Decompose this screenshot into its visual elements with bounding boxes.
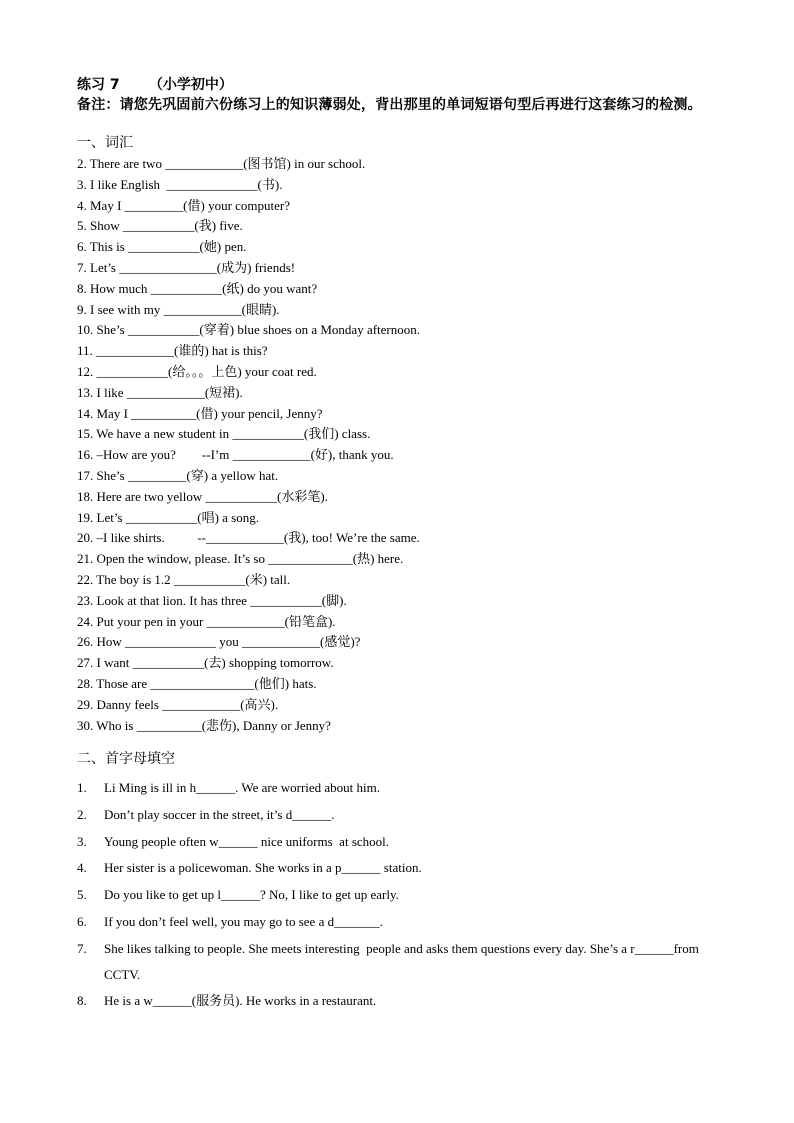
vocabulary-item: 22. The boy is 1.2 ___________(米) tall. [77, 571, 291, 587]
item-number: 6. [77, 913, 87, 929]
item-number: 7. [77, 940, 87, 956]
vocabulary-item: 7. Let’s _______________(成为) friends! [77, 259, 296, 275]
vocabulary-item: 2. There are two ____________(图书馆) in our school. [77, 156, 366, 171]
fill-item [77, 909, 722, 936]
vocabulary-item: 6. This is ___________(她) pen. [77, 239, 247, 255]
item-text: Do you like to get up l______? No, I like to get up early. [104, 887, 399, 903]
vocabulary-item: 30. Who is __________(悲伤), Danny or Jenny? [77, 717, 331, 733]
fill-item [77, 988, 722, 1015]
vocabulary-item: 17. She’s _________(穿) a yellow hat. [77, 467, 279, 483]
item-number: 4. [77, 860, 87, 876]
vocabulary-item: 13. I like ____________(短裙). [77, 384, 243, 400]
vocabulary-item: 5. Show ___________(我) five. [77, 218, 243, 234]
item-text: Li Ming is ill in h______. We are worried about him. [104, 780, 381, 796]
vocabulary-item: 10. She’s ___________(穿着) blue shoes on a Monday afternoon. [77, 322, 421, 338]
vocabulary-item: 16. –How are you? --I’m ____________(好), thank you. [77, 447, 394, 463]
vocabulary-item: 14. May I __________(借) your pencil, Jenny? [77, 405, 323, 421]
item-number: 1. [77, 780, 87, 796]
fill-item [77, 775, 722, 802]
vocabulary-item: 23. Look at that lion. It has three ___________(脚). [77, 592, 347, 608]
vocabulary-item: 28. Those are ________________(他们) hats. [77, 675, 317, 691]
item-text: He is a w______(服务员). He works in a restaurant. [104, 992, 377, 1008]
vocabulary-item: 20. –I like shirts. --____________(我), too! We’re the same. [77, 530, 420, 546]
vocabulary-item: 29. Danny feels ____________(高兴). [77, 696, 279, 712]
vocabulary-item: 11. ____________(谁的) hat is this? [77, 343, 268, 359]
item-number: 2. [77, 807, 87, 823]
vocabulary-item: 9. I see with my ____________(眼睛). [77, 301, 280, 317]
section-vocabulary-heading: 一、词汇 [77, 135, 133, 151]
item-text: If you don’t feel well, you may go to see a d_______. [104, 913, 383, 929]
worksheet-title: 练习 7 （小学初中） [77, 77, 233, 93]
vocabulary-item: 12. ___________(给。。。上色) your coat red. [77, 363, 317, 379]
item-text: Don’t play soccer in the street, it’s d______. [104, 807, 335, 823]
section-initial-letter-heading: 二、首字母填空 [77, 751, 175, 768]
fill-item [77, 936, 722, 988]
item-number: 5. [77, 887, 87, 903]
vocabulary-item: 24. Put your pen in your ____________(铅笔盒). [77, 613, 336, 629]
vocabulary-item: 4. May I _________(借) your computer? [77, 197, 291, 213]
fill-item [77, 855, 722, 882]
worksheet-note: 备注：请您先巩固前六份练习上的知识薄弱处，背出那里的单词短语句型后再进行这套练习的检测。 [77, 97, 702, 113]
initial-letter-list [77, 775, 722, 1014]
fill-item [77, 882, 722, 909]
vocabulary-item: 19. Let’s ___________(唱) a song. [77, 509, 259, 525]
vocabulary-item: 21. Open the window, please. It’s so _____________(热) here. [77, 551, 404, 567]
vocabulary-item: 15. We have a new student in ___________(我们) class. [77, 426, 371, 442]
item-text: She likes talking to people. She meets interesting people and asks them questions every day. She’s a r______from CCTV. [104, 940, 709, 982]
item-number: 3. [77, 833, 87, 849]
vocabulary-item: 8. How much ___________(纸) do you want? [77, 280, 318, 296]
vocabulary-item: 26. How ______________ you ____________(感觉)? [77, 634, 361, 650]
vocabulary-item: 3. I like English ______________(书). [77, 176, 283, 192]
item-text: Young people often w______ nice uniforms at school. [104, 833, 390, 849]
item-number: 8. [77, 992, 87, 1008]
item-text: Her sister is a policewoman. She works in a p______ station. [104, 860, 422, 876]
fill-item [77, 802, 722, 829]
vocabulary-item: 27. I want ___________(去) shopping tomorrow. [77, 655, 334, 671]
fill-item [77, 829, 722, 856]
worksheet-page [77, 76, 722, 1014]
vocabulary-list [77, 154, 722, 736]
vocabulary-item: 18. Here are two yellow ___________(水彩笔). [77, 488, 328, 504]
